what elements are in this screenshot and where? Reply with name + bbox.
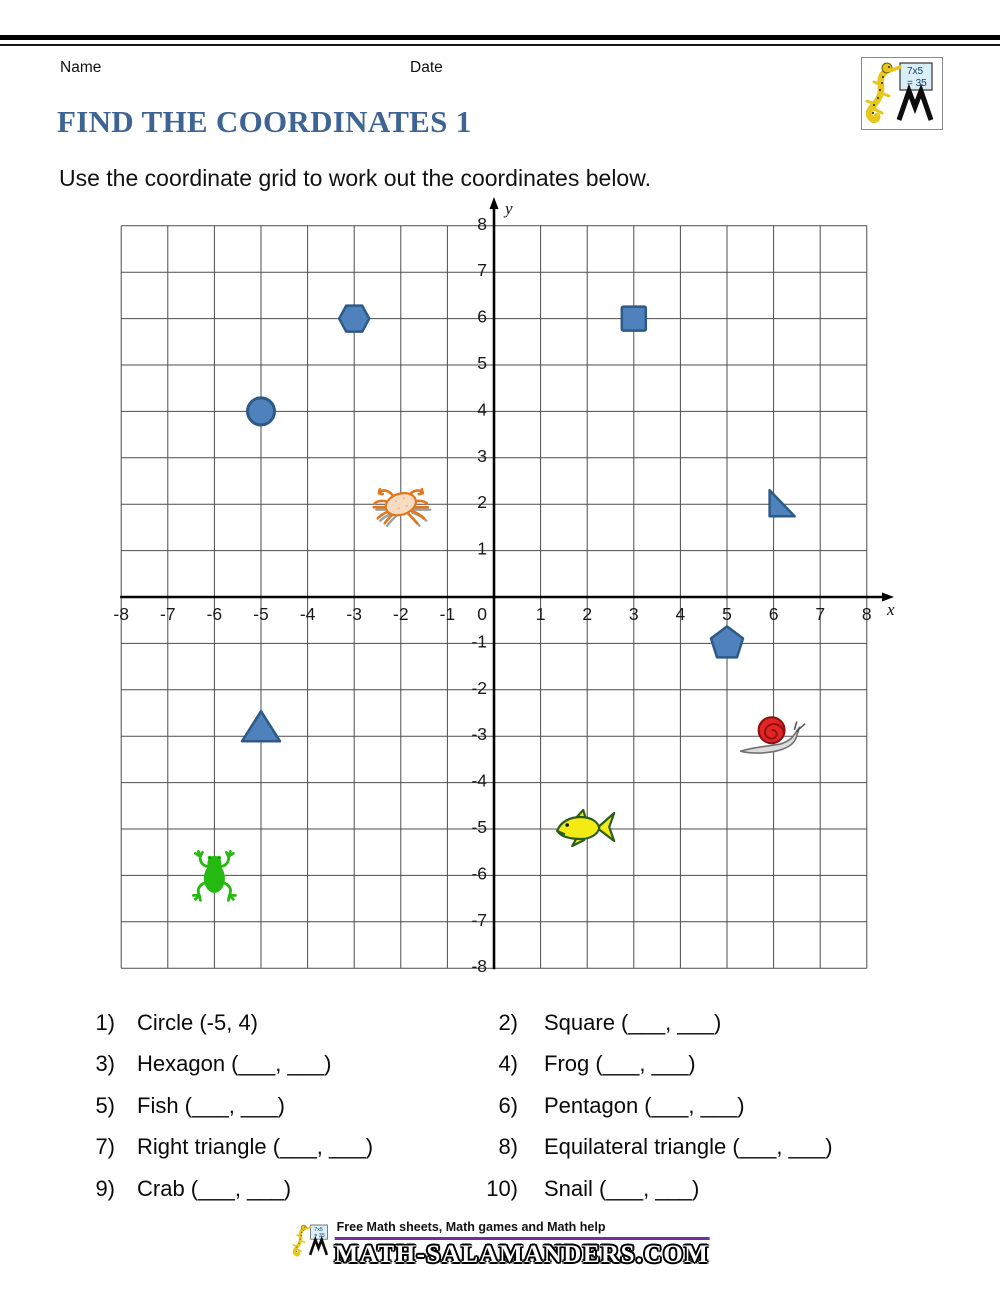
question-text: Square (___, ___) [544, 1010, 722, 1035]
logo-m-glyph [899, 91, 931, 120]
y-tick-label: -3 [471, 724, 487, 745]
pentagon-icon [711, 626, 743, 657]
question-text: Crab (___, ___) [137, 1175, 292, 1201]
x-tick-label: -7 [160, 604, 176, 624]
question-number: 7) [95, 1134, 115, 1160]
question-item [476, 1126, 833, 1167]
footer [291, 1220, 710, 1269]
y-tick-label: -1 [471, 631, 487, 652]
question-text: Hexagon (___, ___) [137, 1051, 332, 1077]
x-tick-label: 4 [675, 604, 686, 624]
x-tick-label: -5 [253, 604, 269, 624]
y-tick-label: -7 [471, 909, 487, 930]
question-text: Fish (___, ___) [137, 1092, 285, 1118]
y-tick-label: -6 [471, 863, 487, 884]
x-tick-label: 7 [815, 604, 826, 624]
date-label: Date [410, 59, 443, 76]
question-item [88, 1043, 373, 1084]
question-item [88, 1085, 373, 1126]
x-tick-label: -2 [393, 604, 409, 624]
fish-icon [557, 810, 614, 846]
y-tick-label: -2 [471, 677, 487, 698]
x-tick-label: 0 [477, 604, 487, 624]
question-item [88, 1002, 373, 1043]
question-number: 4) [498, 1051, 518, 1077]
question-number: 5) [95, 1092, 115, 1118]
logo-card-text: 7x5 [907, 66, 924, 77]
math-salamanders-corner-logo [861, 57, 943, 130]
x-tick-label: -3 [346, 604, 362, 624]
x-tick-labels [113, 604, 871, 624]
plotted-objects [193, 306, 804, 901]
footer-site-text: MATH-SALAMANDERS.COM [334, 1241, 710, 1268]
snail-icon [741, 717, 805, 753]
instruction-text: Use the coordinate grid to work out the coordinates below. [59, 165, 651, 191]
y-tick-label: 8 [477, 213, 487, 234]
question-text: Frog (___, ___) [544, 1051, 696, 1077]
x-tick-label: 8 [861, 604, 872, 624]
question-number: 2) [498, 1010, 518, 1035]
x-tick-label: -8 [113, 604, 129, 624]
y-tick-label: -8 [471, 956, 487, 977]
question-text: Equilateral triangle (___, ___) [544, 1134, 833, 1160]
questions-column-1 [88, 1002, 373, 1209]
logo-m-glyph [310, 1240, 327, 1255]
question-number: 3) [95, 1051, 115, 1077]
question-text: Pentagon (___, ___) [544, 1092, 745, 1118]
x-tick-label: -4 [299, 604, 316, 624]
hexagon-icon [339, 306, 369, 332]
question-item [476, 1043, 833, 1084]
axes [120, 206, 885, 969]
footer-tagline: Free Math sheets, Math games and Math help [335, 1220, 710, 1240]
y-tick-label: 7 [477, 260, 487, 281]
x-axis-label: x [887, 600, 895, 619]
square-icon [622, 307, 646, 331]
question-item [476, 1085, 833, 1126]
question-text: Circle (-5, 4) [137, 1010, 259, 1035]
page-title: FIND THE COORDINATES 1 [57, 104, 472, 139]
equilateral-triangle-icon [242, 711, 280, 741]
question-number: 10) [486, 1175, 518, 1201]
name-label: Name [60, 59, 102, 76]
question-text: Right triangle (___, ___) [137, 1134, 374, 1160]
y-axis-label: y [505, 199, 513, 218]
y-tick-label: 5 [477, 353, 487, 373]
footer-text-block [335, 1220, 710, 1269]
x-tick-label: 5 [722, 604, 732, 624]
question-item [476, 1168, 833, 1209]
x-tick-label: -1 [439, 604, 456, 624]
x-tick-label: 6 [768, 604, 779, 624]
question-item [88, 1168, 373, 1209]
x-tick-label: 2 [582, 604, 593, 624]
question-number: 1) [95, 1010, 115, 1035]
salamander-easel-icon [862, 58, 942, 129]
x-tick-label: 3 [628, 604, 639, 624]
question-item [88, 1126, 373, 1167]
y-tick-label: 6 [477, 306, 487, 327]
y-tick-label: 4 [477, 399, 487, 420]
circle-icon [248, 398, 275, 425]
question-number: 6) [498, 1092, 518, 1118]
y-tick-label: -4 [471, 770, 487, 791]
question-text: Snail (___, ___) [544, 1175, 700, 1201]
question-number: 9) [95, 1175, 115, 1201]
salamander-logo-icon [291, 1217, 333, 1265]
coordinate-grid [95, 190, 905, 985]
x-tick-label: -6 [206, 604, 223, 624]
right-triangle-icon [770, 490, 795, 516]
x-tick-label: 1 [535, 604, 546, 624]
logo-card-text: = 35 [907, 78, 927, 89]
top-rule-thick [0, 35, 1000, 40]
y-tick-labels [471, 214, 487, 976]
logo-card-text: 7x5 [314, 1226, 323, 1233]
y-axis-arrow [490, 197, 499, 209]
top-rule-thin [0, 44, 1000, 46]
y-tick-label: 1 [477, 538, 487, 559]
crab-icon [374, 489, 431, 526]
question-number: 8) [498, 1134, 518, 1160]
logo-card-text: = 35 [314, 1233, 325, 1240]
question-item [476, 1002, 833, 1043]
y-tick-label: -5 [471, 817, 487, 837]
y-tick-label: 2 [477, 492, 487, 513]
y-tick-label: 3 [477, 445, 487, 466]
questions-column-2 [476, 1002, 833, 1209]
